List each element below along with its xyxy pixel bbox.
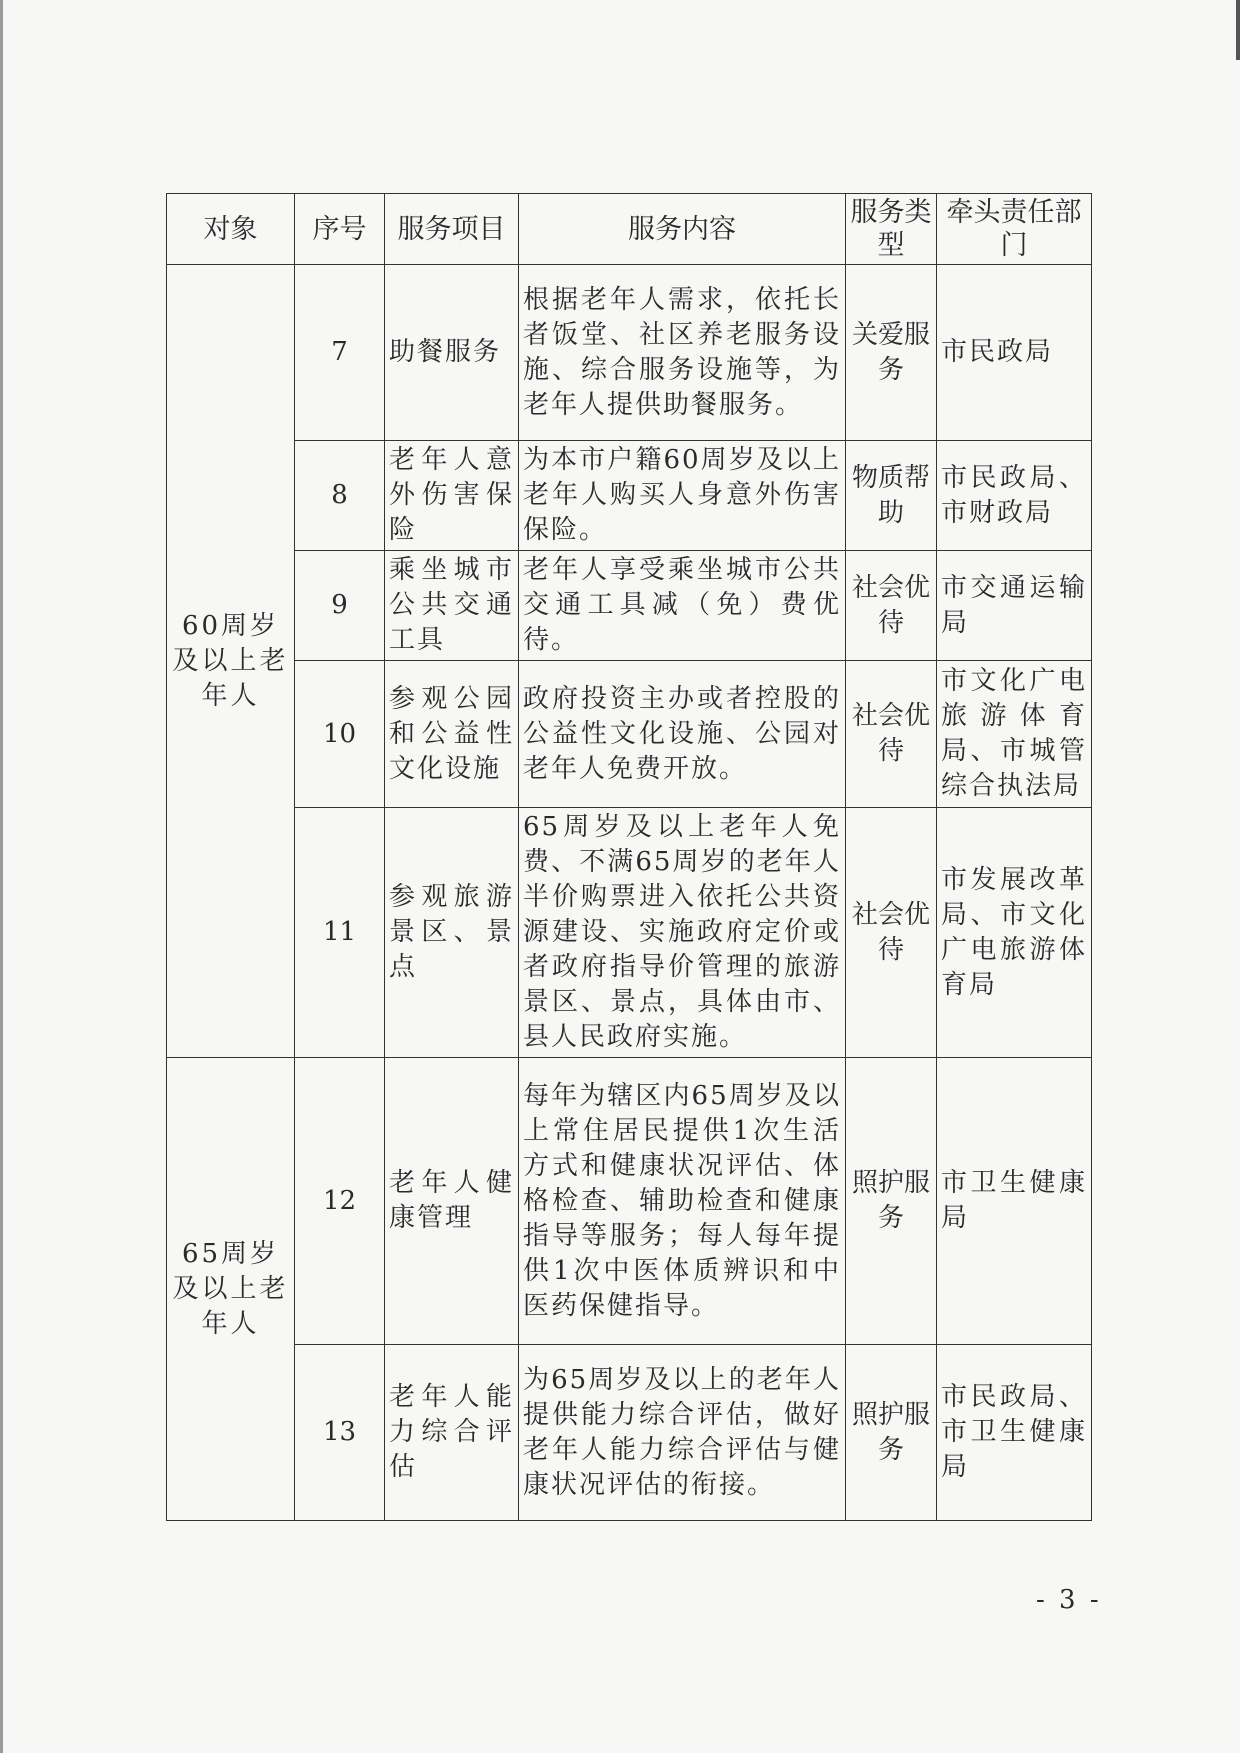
row-item: 乘坐城市公共交通工具 bbox=[385, 551, 519, 661]
row-content: 根据老年人需求，依托长者饭堂、社区养老服务设施、综合服务设施等，为老年人提供助餐服务。 bbox=[519, 265, 846, 441]
row-item: 助餐服务 bbox=[385, 265, 519, 441]
header-type: 服务类型 bbox=[846, 194, 937, 265]
scan-edge-left bbox=[0, 0, 3, 1753]
table-row bbox=[167, 661, 1092, 808]
services-table bbox=[166, 193, 1092, 1521]
row-type: 关爱服务 bbox=[846, 265, 937, 441]
row-dept: 市交通运输局 bbox=[937, 551, 1092, 661]
row-item: 参观旅游景区、景点 bbox=[385, 808, 519, 1058]
row-content: 65周岁及以上老年人免费、不满65周岁的老年人半价购票进入依托公共资源建设、实施政府定价或者政府指导价管理的旅游景区、景点，具体由市、县人民政府实施。 bbox=[519, 808, 846, 1058]
page-number: - 3 - bbox=[1036, 1585, 1102, 1615]
row-dept: 市民政局 bbox=[937, 265, 1092, 441]
row-dept: 市民政局、市财政局 bbox=[937, 441, 1092, 551]
row-content: 每年为辖区内65周岁及以上常住居民提供1次生活方式和健康状况评估、体格检查、辅助检查和健康指导等服务；每人每年提供1次中医体质辨识和中医药保健指导。 bbox=[519, 1058, 846, 1345]
scan-edge-right bbox=[1236, 0, 1240, 60]
row-no: 9 bbox=[295, 551, 385, 661]
row-dept: 市民政局、市卫生健康局 bbox=[937, 1345, 1092, 1521]
row-type: 社会优待 bbox=[846, 808, 937, 1058]
group-object-60: 60周岁及以上老年人 bbox=[167, 265, 295, 1058]
row-item: 老年人健康管理 bbox=[385, 1058, 519, 1345]
row-item: 老年人意外伤害保险 bbox=[385, 441, 519, 551]
group-object-65: 65周岁及以上老年人 bbox=[167, 1058, 295, 1521]
table-row bbox=[167, 1058, 1092, 1345]
row-dept: 市卫生健康局 bbox=[937, 1058, 1092, 1345]
header-object: 对象 bbox=[167, 194, 295, 265]
row-no: 11 bbox=[295, 808, 385, 1058]
row-item: 老年人能力综合评估 bbox=[385, 1345, 519, 1521]
table-row bbox=[167, 441, 1092, 551]
table-header-row bbox=[167, 194, 1092, 265]
row-type: 社会优待 bbox=[846, 661, 937, 808]
header-content: 服务内容 bbox=[519, 194, 846, 265]
table-row bbox=[167, 808, 1092, 1058]
table-row bbox=[167, 265, 1092, 441]
row-dept: 市文化广电旅游体育局、市城管综合执法局 bbox=[937, 661, 1092, 808]
row-content: 政府投资主办或者控股的公益性文化设施、公园对老年人免费开放。 bbox=[519, 661, 846, 808]
table-row bbox=[167, 1345, 1092, 1521]
header-item: 服务项目 bbox=[385, 194, 519, 265]
row-no: 8 bbox=[295, 441, 385, 551]
row-item: 参观公园和公益性文化设施 bbox=[385, 661, 519, 808]
header-index: 序号 bbox=[295, 194, 385, 265]
table-row bbox=[167, 551, 1092, 661]
row-no: 10 bbox=[295, 661, 385, 808]
row-type: 物质帮助 bbox=[846, 441, 937, 551]
row-no: 12 bbox=[295, 1058, 385, 1345]
row-dept: 市发展改革局、市文化广电旅游体育局 bbox=[937, 808, 1092, 1058]
row-content: 老年人享受乘坐城市公共交通工具减（免）费优待。 bbox=[519, 551, 846, 661]
row-type: 照护服务 bbox=[846, 1058, 937, 1345]
row-content: 为65周岁及以上的老年人提供能力综合评估，做好老年人能力综合评估与健康状况评估的衔接。 bbox=[519, 1345, 846, 1521]
header-dept: 牵头责任部门 bbox=[937, 194, 1092, 265]
row-no: 13 bbox=[295, 1345, 385, 1521]
row-type: 照护服务 bbox=[846, 1345, 937, 1521]
row-content: 为本市户籍60周岁及以上老年人购买人身意外伤害保险。 bbox=[519, 441, 846, 551]
row-no: 7 bbox=[295, 265, 385, 441]
row-type: 社会优待 bbox=[846, 551, 937, 661]
